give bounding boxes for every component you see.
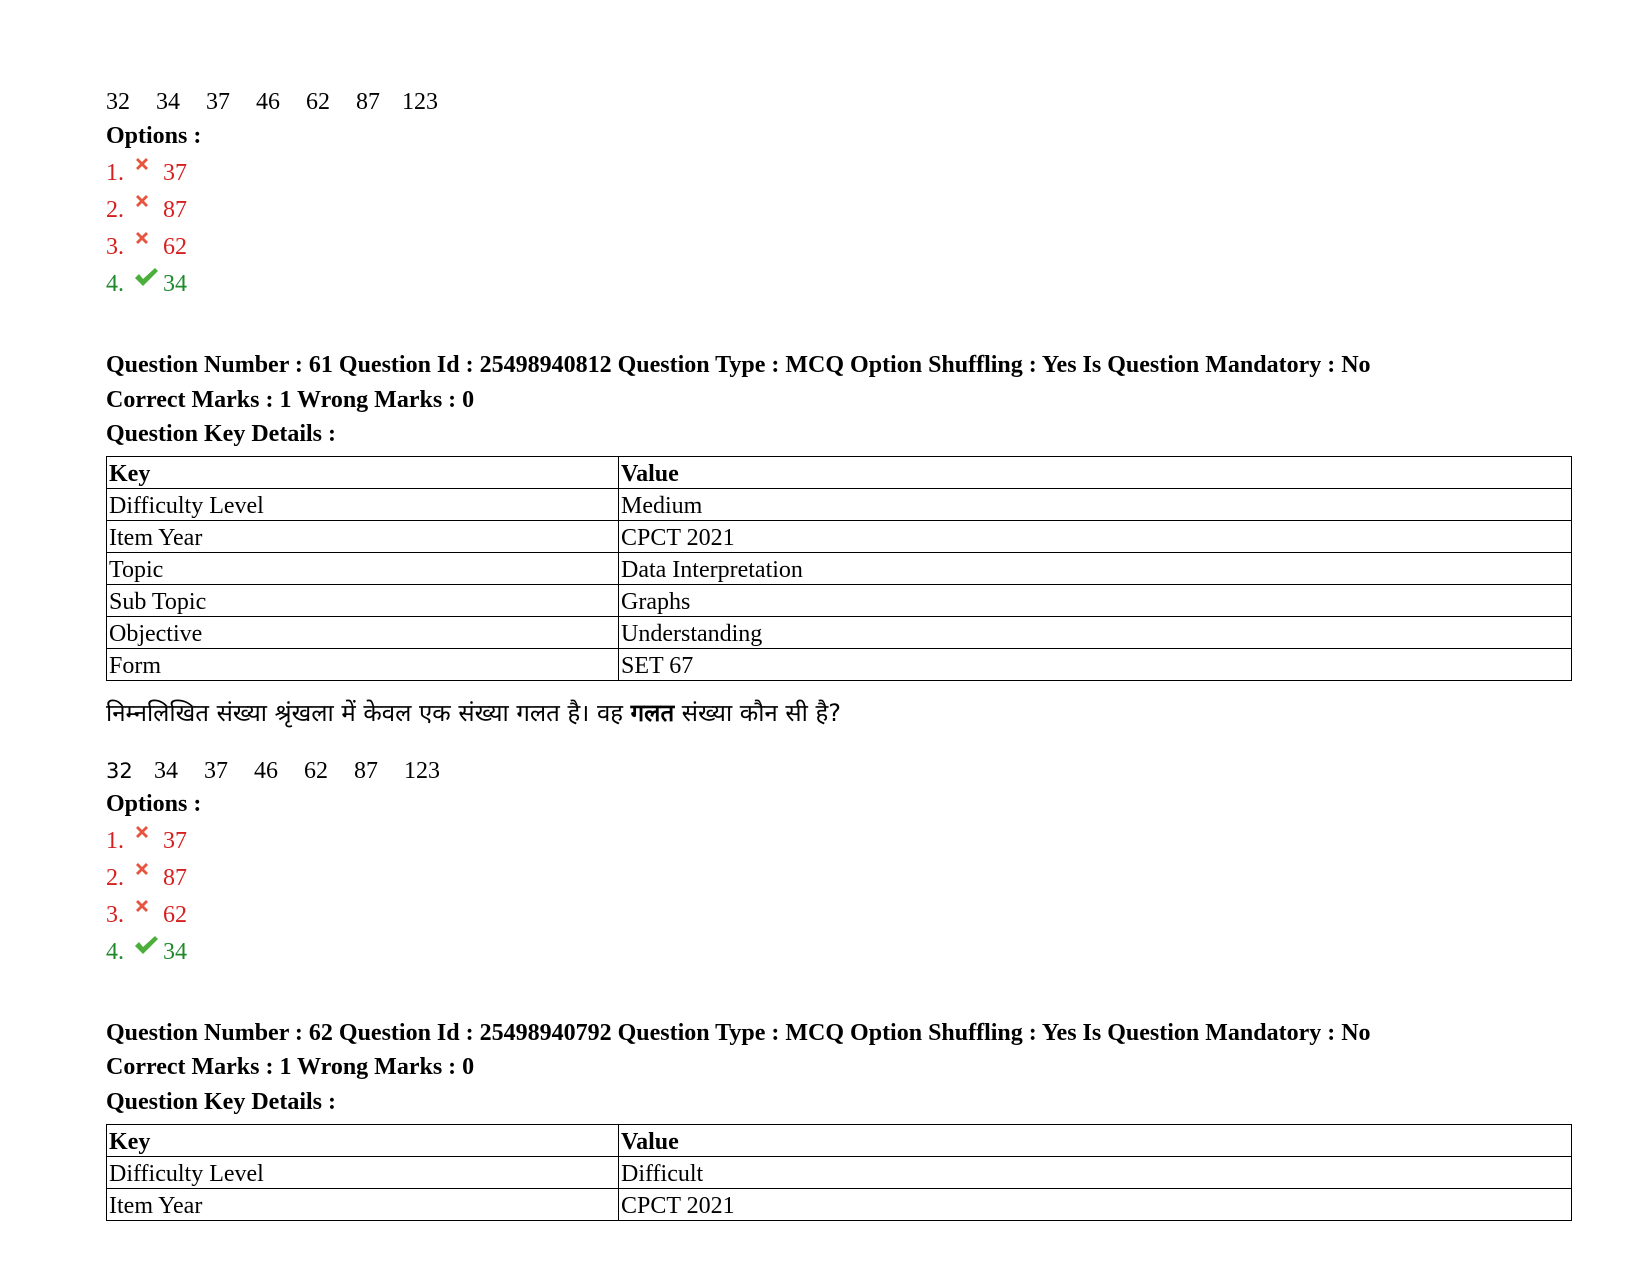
options-label: Options :: [106, 791, 202, 817]
option-item: [106, 901, 1576, 938]
row-value: Understanding: [619, 617, 1572, 649]
row-key: Objective: [107, 617, 619, 649]
question-text-emphasis: गलत: [630, 699, 675, 727]
row-value: Graphs: [619, 585, 1572, 617]
option-value: 34: [163, 939, 187, 965]
series-number: 123: [404, 758, 440, 784]
series-number: 37: [204, 758, 228, 784]
option-item: [106, 270, 1576, 307]
table-row: [107, 489, 1572, 521]
question-text-part: संख्या कौन सी है?: [674, 699, 841, 727]
option-number: 2.: [106, 197, 124, 223]
series-number: 123: [402, 89, 438, 115]
row-value: CPCT 2021: [619, 521, 1572, 553]
cross-icon: [133, 864, 163, 892]
number-series: [106, 757, 1576, 785]
check-icon: [133, 270, 163, 298]
option-number: 3.: [106, 234, 124, 260]
key-details-table: [106, 1124, 1572, 1221]
series-number: 46: [254, 758, 278, 784]
table-header-row: [107, 457, 1572, 489]
cross-icon: [133, 196, 163, 224]
question-meta: Question Number : 61 Question Id : 25498940812 Question Type : MCQ Option Shuffling : Yes Is Question Mandatory : No: [106, 352, 1371, 378]
option-value: 87: [163, 865, 187, 891]
row-value: Data Interpretation: [619, 553, 1572, 585]
row-value: SET 67: [619, 649, 1572, 681]
row-key: Sub Topic: [107, 585, 619, 617]
series-number: 62: [306, 89, 330, 115]
option-value: 87: [163, 197, 187, 223]
table-row: [107, 553, 1572, 585]
options-list: [106, 159, 1576, 307]
series-number: 37: [206, 89, 230, 115]
option-number: 4.: [106, 271, 124, 297]
option-item: [106, 233, 1576, 270]
table-header-row: [107, 1125, 1572, 1157]
options-list: [106, 827, 1576, 975]
row-key: Form: [107, 649, 619, 681]
series-number: 34: [156, 89, 180, 115]
series-number: 32: [106, 89, 130, 115]
question-text: [106, 698, 1576, 728]
question-text-part: निम्नलिखित संख्या श्रृंखला में केवल एक संख्या गलत है। वह: [106, 699, 631, 727]
check-icon: [133, 938, 163, 966]
option-value: 62: [163, 902, 187, 928]
row-value: Difficult: [619, 1157, 1572, 1189]
option-number: 1.: [106, 828, 124, 854]
key-details-label: Question Key Details :: [106, 421, 336, 447]
table-row: [107, 521, 1572, 553]
option-number: 1.: [106, 160, 124, 186]
table-row: [107, 617, 1572, 649]
row-key: Topic: [107, 553, 619, 585]
table-row: [107, 1189, 1572, 1221]
series-number: 32: [106, 759, 133, 783]
option-item: [106, 827, 1576, 864]
question-meta: Question Number : 62 Question Id : 25498940792 Question Type : MCQ Option Shuffling : Yes Is Question Mandatory : No: [106, 1020, 1371, 1046]
cross-icon: [133, 901, 163, 929]
cross-icon: [133, 233, 163, 261]
header-key: Key: [107, 457, 619, 489]
marks-line: Correct Marks : 1 Wrong Marks : 0: [106, 1054, 475, 1080]
key-details-table: [106, 456, 1572, 681]
marks-line: Correct Marks : 1 Wrong Marks : 0: [106, 387, 475, 413]
header-value: Value: [619, 1125, 1572, 1157]
option-item: [106, 196, 1576, 233]
row-key: Item Year: [107, 1189, 619, 1221]
header-key: Key: [107, 1125, 619, 1157]
option-number: 2.: [106, 865, 124, 891]
number-series: [106, 88, 1576, 116]
key-details-label: Question Key Details :: [106, 1089, 336, 1115]
option-item: [106, 159, 1576, 196]
option-value: 37: [163, 828, 187, 854]
row-value: Medium: [619, 489, 1572, 521]
cross-icon: [133, 159, 163, 187]
row-key: Difficulty Level: [107, 1157, 619, 1189]
option-value: 62: [163, 234, 187, 260]
cross-icon: [133, 827, 163, 855]
option-value: 37: [163, 160, 187, 186]
row-key: Item Year: [107, 521, 619, 553]
table-row: [107, 649, 1572, 681]
header-value: Value: [619, 457, 1572, 489]
table-row: [107, 585, 1572, 617]
option-item: [106, 864, 1576, 901]
option-item: [106, 938, 1576, 975]
series-number: 62: [304, 758, 328, 784]
option-value: 34: [163, 271, 187, 297]
series-number: 34: [154, 758, 178, 784]
table-row: [107, 1157, 1572, 1189]
option-number: 3.: [106, 902, 124, 928]
row-key: Difficulty Level: [107, 489, 619, 521]
series-number: 87: [354, 758, 378, 784]
options-label: Options :: [106, 123, 202, 149]
series-number: 46: [256, 89, 280, 115]
series-number: 87: [356, 89, 380, 115]
row-value: CPCT 2021: [619, 1189, 1572, 1221]
option-number: 4.: [106, 939, 124, 965]
